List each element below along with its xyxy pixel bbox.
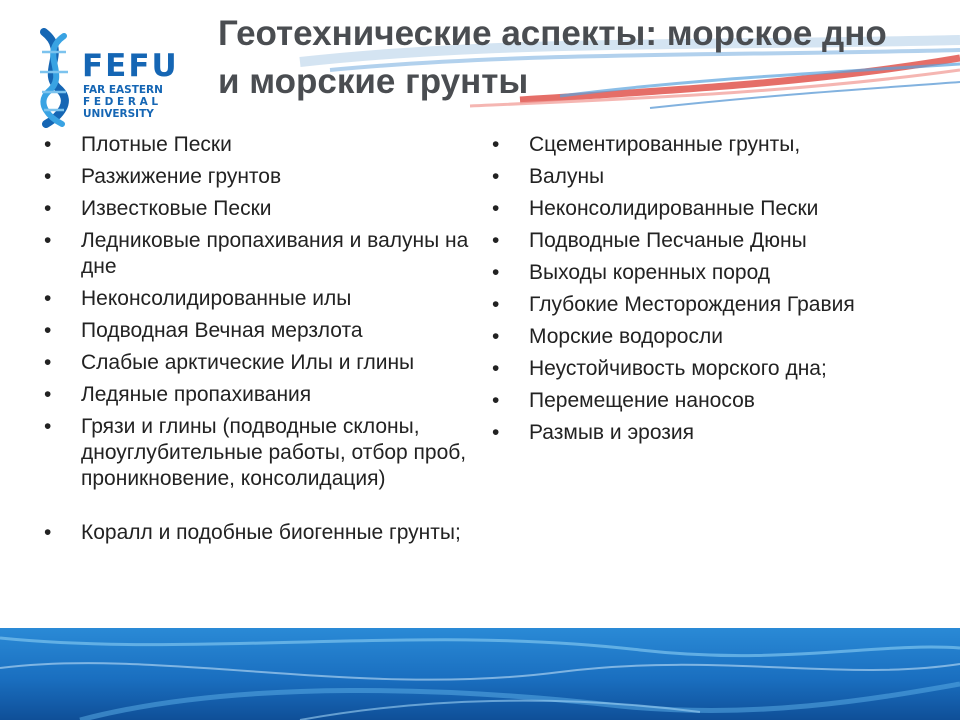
bullet-icon: • <box>492 421 500 444</box>
dna-helix-icon <box>30 28 78 128</box>
bullet-icon: • <box>44 165 52 188</box>
list-item <box>492 420 932 446</box>
list-item <box>44 132 484 158</box>
list-item <box>492 164 932 190</box>
bullet-icon: • <box>44 197 52 220</box>
slide-title <box>218 10 948 106</box>
list-item-text: Перемещение наносов <box>529 389 755 412</box>
list-item <box>492 228 932 254</box>
list-item-text: Ледяные пропахивания <box>81 383 312 406</box>
bullet-icon: • <box>492 261 500 284</box>
logo-subtitle-line3: UNIVERSITY <box>83 108 154 120</box>
logo-wordmark: FEFU <box>82 48 179 84</box>
list-item-text: Подводная Вечная мерзлота <box>81 319 363 342</box>
bullet-icon: • <box>44 521 52 544</box>
list-item-text: Морские водоросли <box>529 325 723 348</box>
list-item <box>44 318 484 344</box>
list-item-text: Слабые арктические Илы и глины <box>81 351 415 374</box>
list-item <box>492 388 932 414</box>
list-item-text: Ледниковые пропахивания и валуны на дне <box>81 229 469 278</box>
bullet-icon: • <box>492 229 500 252</box>
list-item <box>44 164 484 190</box>
bullet-icon: • <box>492 165 500 188</box>
list-item-text: Валуны <box>529 165 605 188</box>
list-item-text: Глубокие Месторождения Гравия <box>529 293 855 316</box>
bullet-icon: • <box>44 229 52 252</box>
list-item-text: Коралл и подобные биогенные грунты; <box>81 521 461 544</box>
list-item <box>44 414 484 492</box>
bullet-icon: • <box>44 287 52 310</box>
list-item-text: Разжижение грунтов <box>81 165 282 188</box>
list-item <box>44 286 484 312</box>
fefu-logo <box>30 28 200 128</box>
bullet-icon: • <box>492 293 500 316</box>
list-item <box>44 350 484 376</box>
list-item <box>492 324 932 350</box>
slide-title-line1: Геотехнические аспекты: морское дно <box>218 14 887 53</box>
bullet-icon: • <box>492 325 500 348</box>
bullet-icon: • <box>492 389 500 412</box>
list-item <box>492 260 932 286</box>
list-item-text: Выходы коренных пород <box>529 261 771 284</box>
list-item <box>492 356 932 382</box>
logo-subtitle-line2: F E D E R A L <box>83 96 159 108</box>
list-item-text: Неконсолидированные Пески <box>529 197 819 220</box>
slide-title-line2: и морские грунты <box>218 62 529 101</box>
list-item <box>44 196 484 222</box>
bullet-icon: • <box>492 197 500 220</box>
list-item <box>44 382 484 408</box>
list-item-text: Неконсолидированные илы <box>81 287 352 310</box>
bullet-icon: • <box>44 133 52 156</box>
list-item-text: Грязи и глины (подводные склоны, дноуглубительные работы, отбор проб, проникновение, консолидация) <box>81 415 467 490</box>
bullet-icon: • <box>44 415 52 438</box>
list-item-text: Известковые Пески <box>81 197 272 220</box>
bullet-icon: • <box>44 319 52 342</box>
list-item <box>492 196 932 222</box>
list-item-text: Размыв и эрозия <box>529 421 695 444</box>
list-item-text: Плотные Пески <box>81 133 232 156</box>
list-item <box>44 228 484 280</box>
bullet-icon: • <box>492 133 500 156</box>
logo-subtitle-line1: FAR EASTERN <box>83 84 163 96</box>
bullet-icon: • <box>44 351 52 374</box>
right-bullet-list <box>492 132 932 452</box>
list-item <box>492 132 932 158</box>
bullet-icon: • <box>492 357 500 380</box>
list-item-text: Неустойчивость морского дна; <box>529 357 827 380</box>
list-item <box>492 292 932 318</box>
list-item-text: Сцементированные грунты, <box>529 133 801 156</box>
left-bullet-list <box>44 132 484 552</box>
list-item <box>44 520 484 546</box>
list-item-text: Подводные Песчаные Дюны <box>529 229 807 252</box>
bullet-icon: • <box>44 383 52 406</box>
footer-wave-band <box>0 628 960 720</box>
